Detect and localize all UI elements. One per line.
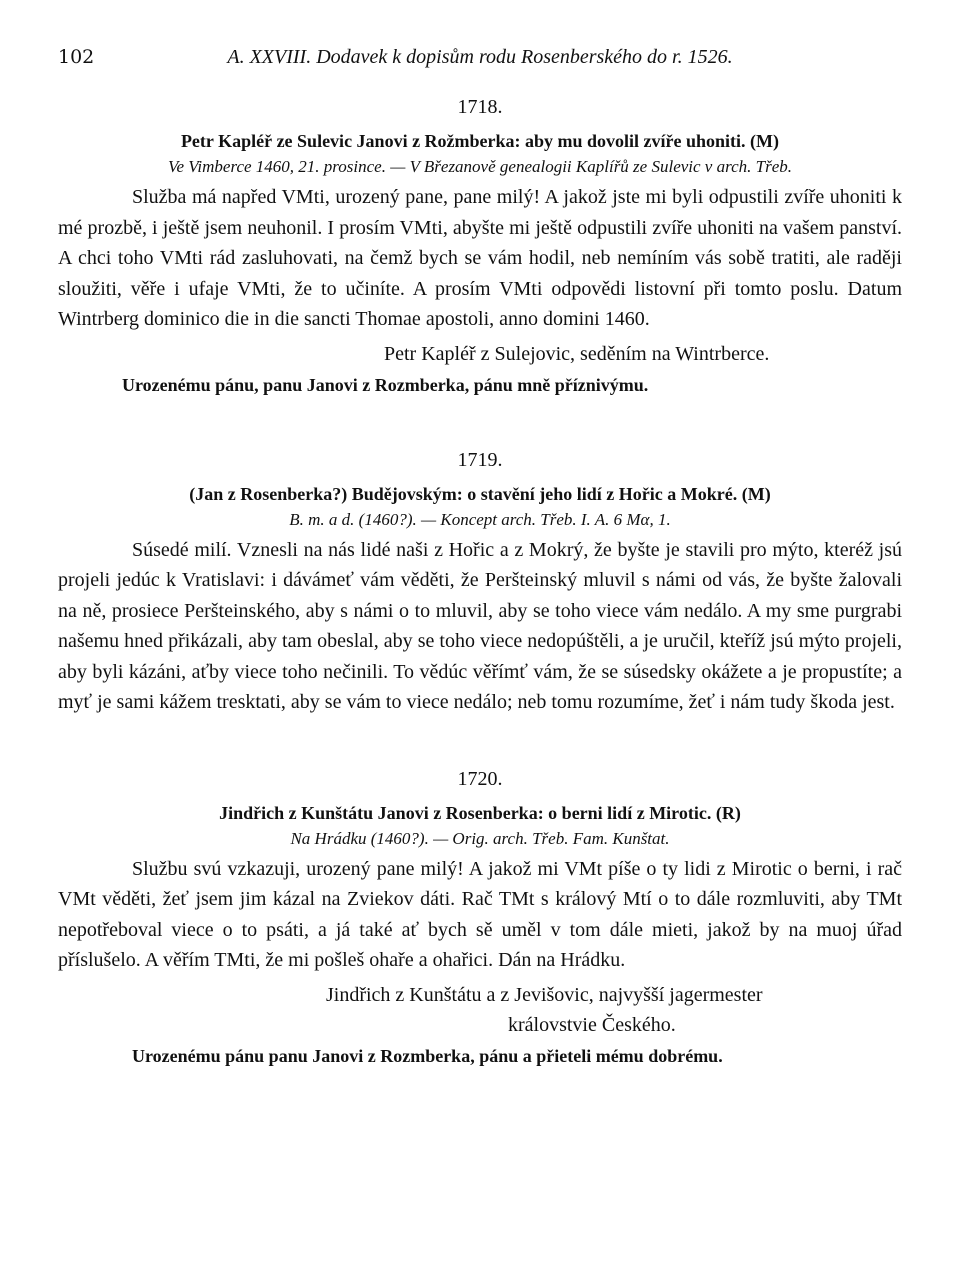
letter-address: Urozenému pánu, panu Janovi z Rozmberka, pánu mně příznivýmu. (122, 374, 649, 395)
letter-address: Urozenému pánu panu Janovi z Rozmberka, pánu a přieteli mému dobrému. (132, 1045, 723, 1066)
letter-heading: (Jan z Rosenberka?) Budějovským: o stavění jeho lidí z Hořic a Mokré. (M) (189, 483, 771, 504)
section-gap (58, 399, 902, 441)
letter-signature (58, 339, 902, 369)
letter-heading: Petr Kapléř ze Sulevic Janovi z Rožmberka: aby mu dovolil zvíře uhoniti. (M) (180, 131, 780, 151)
letter-1720 (58, 768, 902, 1070)
letter-1718 (58, 96, 902, 399)
letter-1719 (58, 449, 902, 718)
letter-number: 1720. (457, 767, 503, 790)
letter-heading: Jindřich z Kunštátu Janovi z Rosenberka: o berni lidí z Mirotic. (R) (219, 802, 741, 823)
letter-number: 1719. (457, 448, 503, 471)
signature-line: Jindřich z Kunštátu a z Jevišovic, najvyšší jagermester (326, 983, 763, 1006)
running-head (58, 46, 902, 74)
signature-line: Petr Kapléř z Sulejovic, seděním na Wintrberce. (384, 342, 770, 365)
letter-source: B. m. a d. (1460?). — Koncept arch. Třeb. I. A. 6 Mα, 1. (289, 509, 671, 529)
letter-body: Súsedé milí. Vznesli na nás lidé naši z Hořic a z Mokrý, že byšte je stavili pro mýto, kteréž jsú projeli jedúc k Vratislavi: i dávámeť vám věděti, že Peršteinský mluvil s námi od vás, že byšte žalovali na ně, prosiece Peršteinského, aby s námi o to mluvil, aby se toho viece vám nedálo. A my sme purgrabi našemu hned přikázali, aby tam obeslal, aby se toho viece nedopúštěli, a je uručil, kteříž jsú mýto projeli, aby byli kázáni, aťby viece toho nečinili. To vědúc věřímť vám, že se súsedsky okážete a je propustíte; a myť je sami kážem tresktati, aby se vám to viece nedálo; neb tomu rozumíme, žeť i nám tudy škoda jest. (58, 538, 902, 713)
letter-signature (58, 980, 902, 1040)
section-gap (58, 718, 902, 760)
page-content (58, 88, 902, 1070)
running-title: A. XXVIII. Dodavek k dopisům rodu Rosenberského do r. 1526. (227, 46, 733, 68)
letter-body: Služba má napřed VMti, urozený pane, pane milý! A jakož jste mi byli odpustili zvíře uhoniti k mé prozbě, i ještě jsem neuhonil. I prosím VMti, abyšte mi ještě odpustili zvíře uhoniti na vašem panství. A chci toho VMti rád zasluhovati, na čemž bych se vám hodil, neb nemíním vás sobě tratiti, ale raději sloužiti, věře i ufaje VMti, že to učiníte. A prosím VMti odpovědi listovní při tomto poslu. Datum Wintrberg dominico die in die sancti Thomae apostoli, anno domini 1460. (58, 186, 902, 330)
letter-number: 1718. (457, 96, 503, 118)
letter-source: Ve Vimberce 1460, 21. prosince. — V Březanově genealogii Kaplířů ze Sulevic v arch. Třeb. (168, 157, 792, 176)
letter-source: Na Hrádku (1460?). — Orig. arch. Třeb. Fam. Kunštat. (290, 828, 670, 848)
letter-body: Službu svú vzkazuji, urozený pane milý! A jakož mi VMt píše o ty lidi z Mirotic o berni, i rač VMt věděti, žeť jsem jim kázal na Zviekov dáti. Rač TMt s králový Mtí o to dále rozmluviti, aby TMt nepotřeboval viece o to psáti, a já také ať bych sě uměl v tom dále mieti, jakož by na muoj úřad příslušelo. A věřím TMti, že mi pošleš ohaře a ohařici. Dán na Hrádku. (58, 857, 902, 971)
page-number: 102 (58, 46, 95, 68)
signature-line: královstvie Českého. (508, 1013, 676, 1036)
